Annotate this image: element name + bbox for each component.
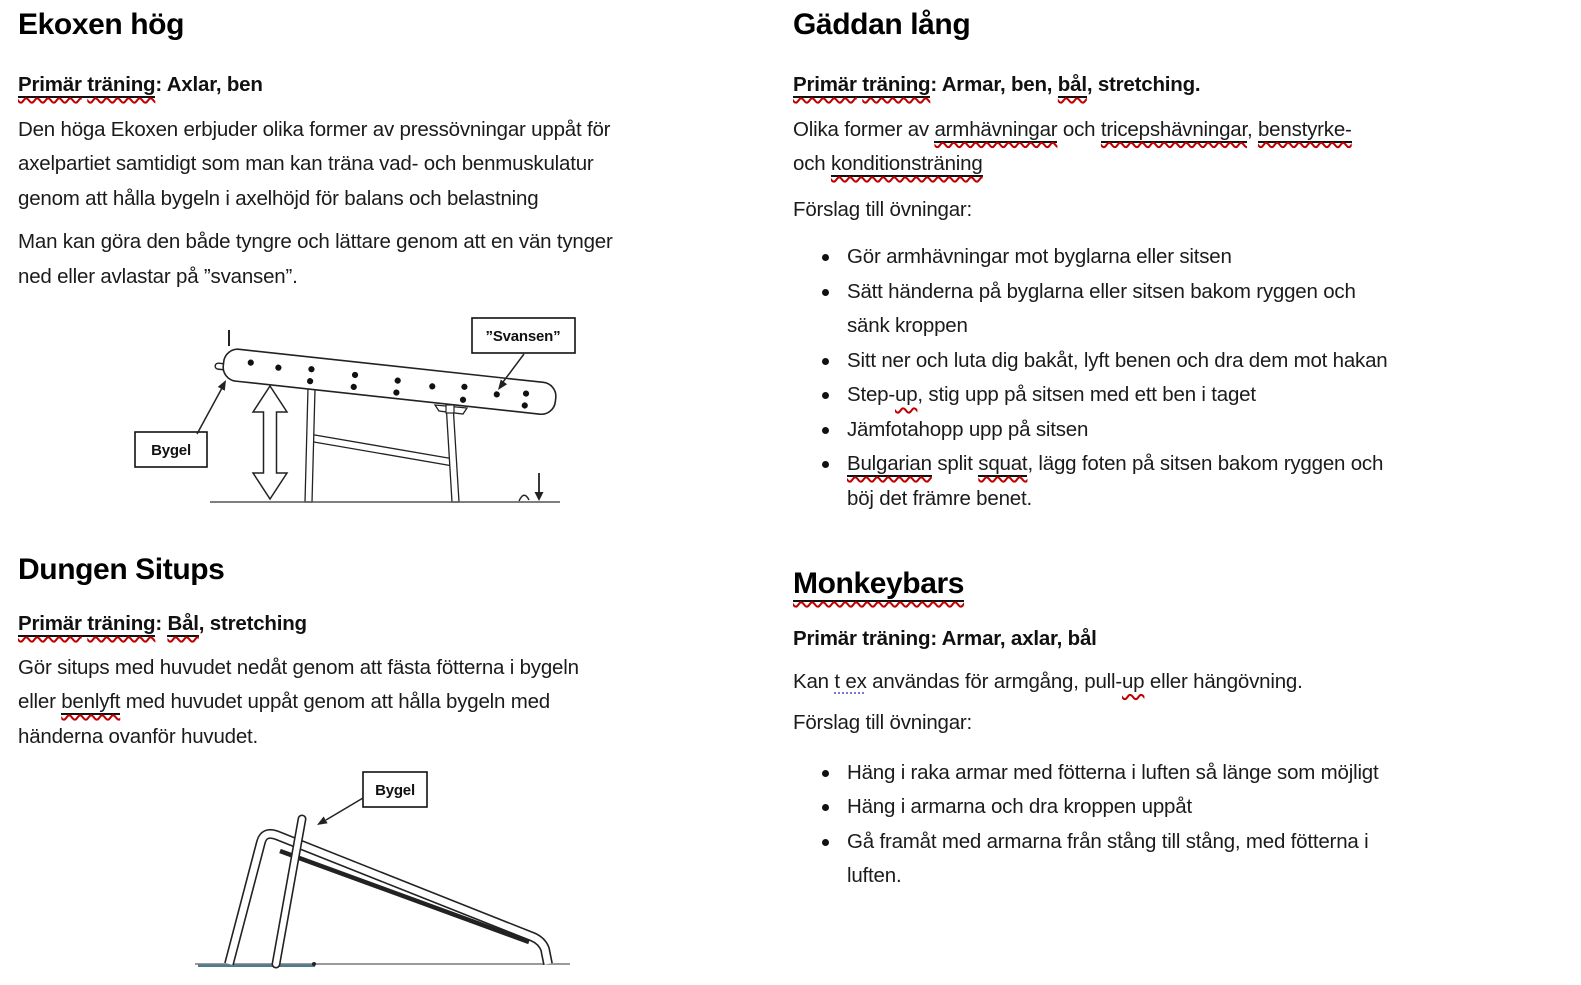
bygel-label: Bygel <box>151 442 191 459</box>
text-segment: Step- <box>847 383 895 406</box>
svansen-arrow <box>503 354 524 382</box>
section-title-ekoxen: Ekoxen hög <box>18 8 185 41</box>
text-segment: med huvudet uppåt genom att hålla bygeln med <box>120 690 551 713</box>
text-line <box>847 240 1505 275</box>
cross-brace <box>308 434 454 466</box>
text-segment: Jämfotahopp upp på sitsen <box>847 417 1089 441</box>
primary-training-ekoxen <box>18 68 741 103</box>
suggestions-label-gaddan: Förslag till övningar: <box>793 197 973 221</box>
situps-diagram-svg <box>150 752 625 985</box>
text-line <box>847 378 1505 413</box>
text-segment: konditionsträning <box>830 152 983 175</box>
text-segment: Gör situps med huvudet nedåt genom att fästa fötterna i bygeln <box>18 655 579 679</box>
text-segment: up <box>1121 669 1145 693</box>
text-segment: , <box>1246 117 1258 141</box>
ekoxen-diagram-svg <box>115 308 585 508</box>
section-title-dungen: Dungen Situps <box>18 553 225 586</box>
bullet-item <box>793 344 1505 379</box>
situps-diagram <box>150 752 625 985</box>
primary-training-dungen <box>18 607 741 642</box>
text-line <box>847 309 1505 344</box>
right-leg <box>446 403 459 502</box>
text-line <box>18 607 741 642</box>
text-line <box>18 113 741 148</box>
ground-tick <box>312 962 316 966</box>
text-line <box>847 344 1505 379</box>
height-double-arrow <box>253 386 287 499</box>
text-segment: t ex <box>834 669 867 693</box>
text-segment: Primär träning: Armar, axlar, bål <box>793 627 1097 650</box>
text-segment: Häng i armarna och dra kroppen uppåt <box>847 795 1192 818</box>
text-segment: Bål <box>167 612 199 635</box>
text-line <box>793 622 1505 657</box>
ekoxen-diagram <box>115 308 585 508</box>
right-column <box>793 6 1505 985</box>
bygel-label: Bygel <box>375 782 415 799</box>
svansen-label: ”Svansen” <box>485 328 561 345</box>
text-segment: Häng i raka armar med fötterna i luften så länge som möjligt <box>847 760 1379 784</box>
bullet-item <box>793 240 1505 275</box>
text-segment: Primär <box>18 73 82 96</box>
text-segment: bål <box>1057 73 1087 96</box>
bygel-arrow <box>197 388 222 434</box>
text-line <box>847 790 1505 825</box>
frame-dark-stripe <box>280 851 529 942</box>
bullet-item <box>793 413 1505 448</box>
bullet-item <box>793 825 1505 894</box>
bullet-item <box>793 756 1505 791</box>
text-segment: Man kan göra den både tyngre och lättare genom att en vän tynger <box>18 230 613 253</box>
bullet-item <box>793 275 1505 344</box>
gaddan-bullet-list <box>793 240 1505 516</box>
text-line <box>793 147 1505 182</box>
paragraph-dungen-1 <box>18 651 741 755</box>
section-title-gaddan: Gäddan lång <box>793 8 971 41</box>
text-segment: och <box>793 152 831 175</box>
left-column <box>18 6 741 985</box>
text-segment: Sätt händerna på byglarna eller sitsen bakom ryggen och <box>847 279 1356 303</box>
paragraph-ekoxen-1 <box>18 113 741 217</box>
text-line <box>18 651 741 686</box>
text-line <box>18 182 741 217</box>
bygel-arrow <box>326 798 363 820</box>
ground-marker <box>519 473 544 501</box>
text-segment: Bulgarian <box>847 452 932 475</box>
text-line <box>18 68 741 103</box>
text-segment: axelpartiet samtidigt som man kan träna vad- och benmuskulatur <box>18 152 594 175</box>
left-leg <box>305 388 315 502</box>
text-line <box>847 413 1505 448</box>
text-segment: , lägg foten på sitsen bakom ryggen och <box>1027 452 1384 475</box>
text-segment: böj det främre benet. <box>847 486 1032 510</box>
text-segment: träning <box>87 73 156 96</box>
text-line <box>793 68 1505 103</box>
text-segment: Olika former av <box>793 117 935 141</box>
text-segment: eller hängövning. <box>1144 669 1303 693</box>
text-segment: luften. <box>847 864 902 887</box>
text-line <box>847 447 1505 482</box>
suggestions-label-monkeybars: Förslag till övningar: <box>793 711 973 734</box>
text-line <box>847 275 1505 310</box>
text-segment: squat <box>978 452 1028 475</box>
paragraph-monkeybars-1 <box>793 665 1505 700</box>
text-segment: ned eller avlastar på ”svansen”. <box>18 264 298 288</box>
text-segment: Kan <box>793 669 835 693</box>
text-segment: up <box>895 383 918 406</box>
bygel-label-box <box>317 772 427 825</box>
text-line <box>18 147 741 182</box>
section-title-monkeybars: Monkeybars <box>793 567 965 600</box>
text-line <box>18 225 741 260</box>
bullet-item <box>793 790 1505 825</box>
text-line <box>847 825 1505 860</box>
text-line <box>847 482 1505 517</box>
paragraph-gaddan-1 <box>793 113 1505 182</box>
text-segment: Sitt ner och luta dig bakåt, lyft benen och dra dem mot hakan <box>847 348 1388 372</box>
text-segment: : Armar, ben, <box>930 73 1058 96</box>
text-segment: benstyrke- <box>1257 117 1352 141</box>
bullet-item <box>793 378 1505 413</box>
text-segment: split <box>931 452 979 475</box>
text-segment: , stig upp på sitsen med ett ben i taget <box>917 383 1256 406</box>
text-segment: händerna ovanför huvudet. <box>18 724 259 748</box>
text-segment: genom att hålla bygeln i axelhöjd för balans och belastning <box>18 186 539 210</box>
text-segment: armhävningar <box>934 117 1058 141</box>
text-segment: Den höga Ekoxen erbjuder olika former av pressövningar uppåt för <box>18 117 611 141</box>
text-line <box>847 756 1505 791</box>
paragraph-ekoxen-2 <box>18 225 741 294</box>
text-line <box>18 685 741 720</box>
text-line <box>793 113 1505 148</box>
text-segment: träning <box>862 73 931 96</box>
text-segment: Primär <box>793 73 857 96</box>
bygel-label-box <box>135 380 226 467</box>
text-line <box>18 260 741 295</box>
text-line <box>847 859 1505 894</box>
text-segment: träning <box>87 612 156 635</box>
text-line <box>793 665 1505 700</box>
text-line <box>18 720 741 755</box>
text-segment: användas för armgång, pull- <box>866 669 1122 693</box>
text-segment: eller <box>18 690 62 713</box>
text-segment: sänk kroppen <box>847 314 968 337</box>
text-segment: , stretching. <box>1086 73 1201 96</box>
monkeybars-bullet-list <box>793 756 1505 894</box>
text-segment: Gör armhävningar mot byglarna eller sitsen <box>847 245 1232 268</box>
text-segment: : Axlar, ben <box>155 73 263 96</box>
text-segment: , stretching <box>198 612 307 635</box>
text-segment: tricepshävningar <box>1100 117 1247 141</box>
text-segment: Gå framåt med armarna från stång till stång, med fötterna i <box>847 829 1369 853</box>
primary-training-monkeybars <box>793 622 1505 657</box>
text-segment: benlyft <box>61 690 121 713</box>
text-segment: och <box>1057 117 1101 141</box>
text-segment: Primär <box>18 612 82 635</box>
bullet-item <box>793 447 1505 516</box>
text-segment: : <box>155 612 168 635</box>
primary-training-gaddan <box>793 68 1505 103</box>
